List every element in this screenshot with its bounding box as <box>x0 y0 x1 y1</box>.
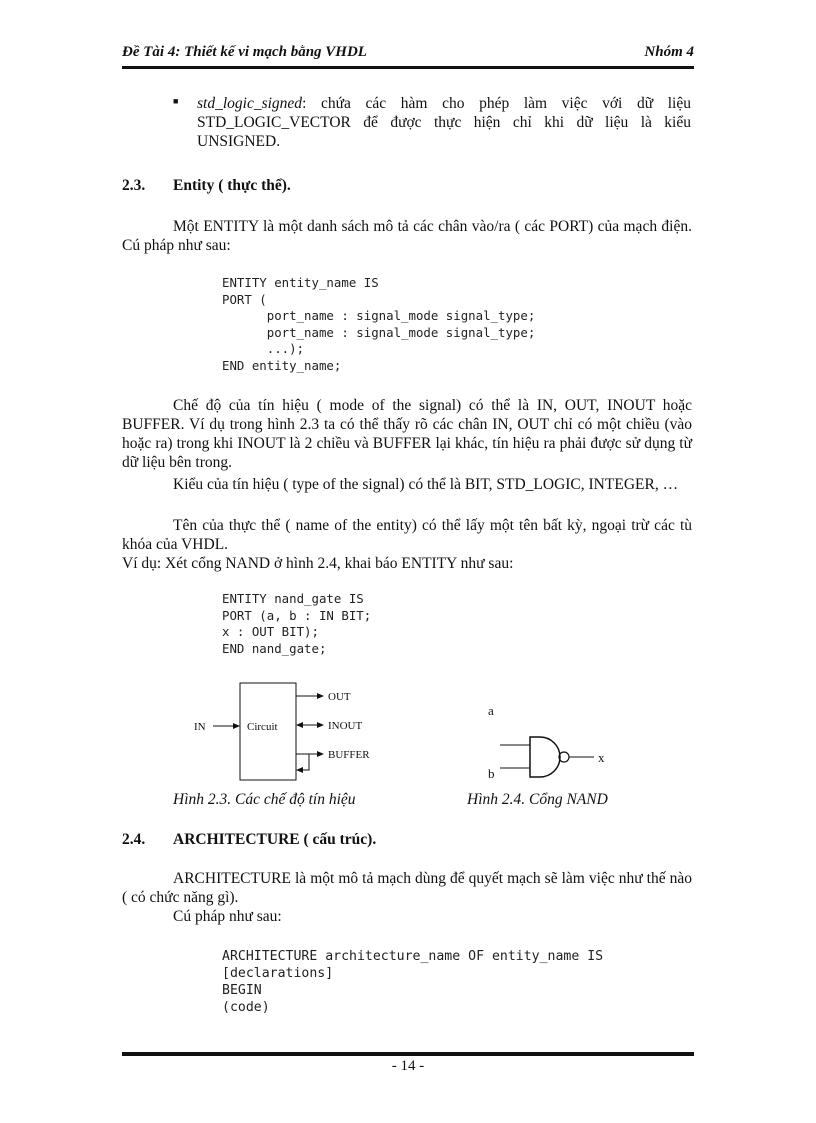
buffer-arrow-icon <box>317 751 324 757</box>
code-line: END entity_name; <box>222 357 342 373</box>
figure-2-4-caption: Hình 2.4. Cổng NAND <box>467 791 608 808</box>
code-line: BEGIN <box>222 983 262 998</box>
out-arrow-icon <box>317 693 324 699</box>
out-label: OUT <box>328 691 351 703</box>
code-line: ENTITY entity_name IS <box>222 275 379 290</box>
nand-input-b-label: b <box>488 766 495 781</box>
paragraph: Một ENTITY là một danh sách mô tả các chân vào/ra ( các PORT) của mạch điện. Cú pháp như sau: <box>122 218 692 254</box>
buffer-label: BUFFER <box>328 749 370 761</box>
inout-label: INOUT <box>328 720 363 732</box>
figure-signal-modes <box>185 675 385 787</box>
code-line: [declarations] <box>222 966 334 981</box>
bullet-item <box>197 94 691 151</box>
figure-2-3-caption: Hình 2.3. Các chế độ tín hiệu <box>173 791 356 808</box>
paragraph: Cú pháp như sau: <box>173 908 282 925</box>
bullet-term: std_logic_signed <box>197 95 303 112</box>
paragraph: ARCHITECTURE là một mô tả mạch dùng để quyết mạch sẽ làm việc như thế nào ( có chức năng gì). <box>122 870 692 906</box>
header-rule <box>122 66 694 69</box>
code-line: (code) <box>222 1000 270 1015</box>
code-line: PORT ( <box>222 291 267 307</box>
code-line: ...); <box>222 341 305 356</box>
code-line: END nand_gate; <box>222 640 327 656</box>
header-title: Đề Tài 4: Thiết kế vi mạch bằng VHDL <box>122 44 367 60</box>
section-number: 2.4. <box>122 831 146 848</box>
bullet-text: : chứa các hàm cho phép làm việc với dữ liệu STD_LOGIC_VECTOR để được thực hiện chỉ khi dữ liệu là kiểu UNSIGNED. <box>197 95 691 150</box>
in-arrow-icon <box>233 723 240 729</box>
nand-output-x-label: x <box>598 750 605 765</box>
header-group: Nhóm 4 <box>644 44 694 60</box>
code-line: PORT (a, b : IN BIT; <box>222 607 372 623</box>
buffer-feedback-arrow-icon <box>296 767 303 773</box>
code-line: port_name : signal_mode signal_type; <box>222 308 536 323</box>
code-block-entity-syntax <box>222 275 535 374</box>
inout-arrow-right-icon <box>317 722 324 728</box>
paragraph: Tên của thực thể ( name of the entity) có thể lấy một tên bất kỳ, ngoại trừ các tù khóa của VHDL. <box>122 517 692 553</box>
code-line: ARCHITECTURE architecture_name OF entity_name IS <box>222 949 604 964</box>
code-block-nand-entity <box>222 591 371 657</box>
paragraph: Kiểu của tín hiệu ( type of the signal) có thể là BIT, STD_LOGIC, INTEGER, … <box>173 476 679 493</box>
code-line: port_name : signal_mode signal_type; <box>222 324 536 340</box>
nand-input-a-label: a <box>488 705 494 718</box>
section-title: Entity ( thực thể). <box>173 177 291 194</box>
section-title: ARCHITECTURE ( cấu trúc). <box>173 831 377 848</box>
inout-arrow-left-icon <box>296 722 303 728</box>
bullet-square-icon: ■ <box>173 96 179 106</box>
section-number: 2.3. <box>122 177 146 194</box>
nand-gate-body <box>530 737 560 777</box>
code-line: x : OUT BIT); <box>222 624 319 639</box>
in-label: IN <box>194 721 206 733</box>
page-number: - 14 - <box>391 1058 425 1074</box>
paragraph: Ví dụ: Xét cổng NAND ở hình 2.4, khai báo ENTITY như sau: <box>122 555 514 572</box>
footer-rule <box>122 1052 694 1056</box>
paragraph: Chế độ của tín hiệu ( mode of the signal) có thể là IN, OUT, INOUT hoặc BUFFER. Ví dụ trong hình 2.3 ta có thể thấy rõ các chân IN, OUT chỉ có một chiều (vào hoặc ra) trong khi INOUT là 2 chiều và BUFFER lại khác, tín hiệu ra phải được sử dụng từ dữ liệu bên trong. <box>122 397 692 471</box>
circuit-label: Circuit <box>247 721 278 733</box>
code-line: ENTITY nand_gate IS <box>222 591 364 606</box>
code-block-architecture-syntax <box>222 948 603 1016</box>
figure-nand-gate <box>484 705 614 785</box>
